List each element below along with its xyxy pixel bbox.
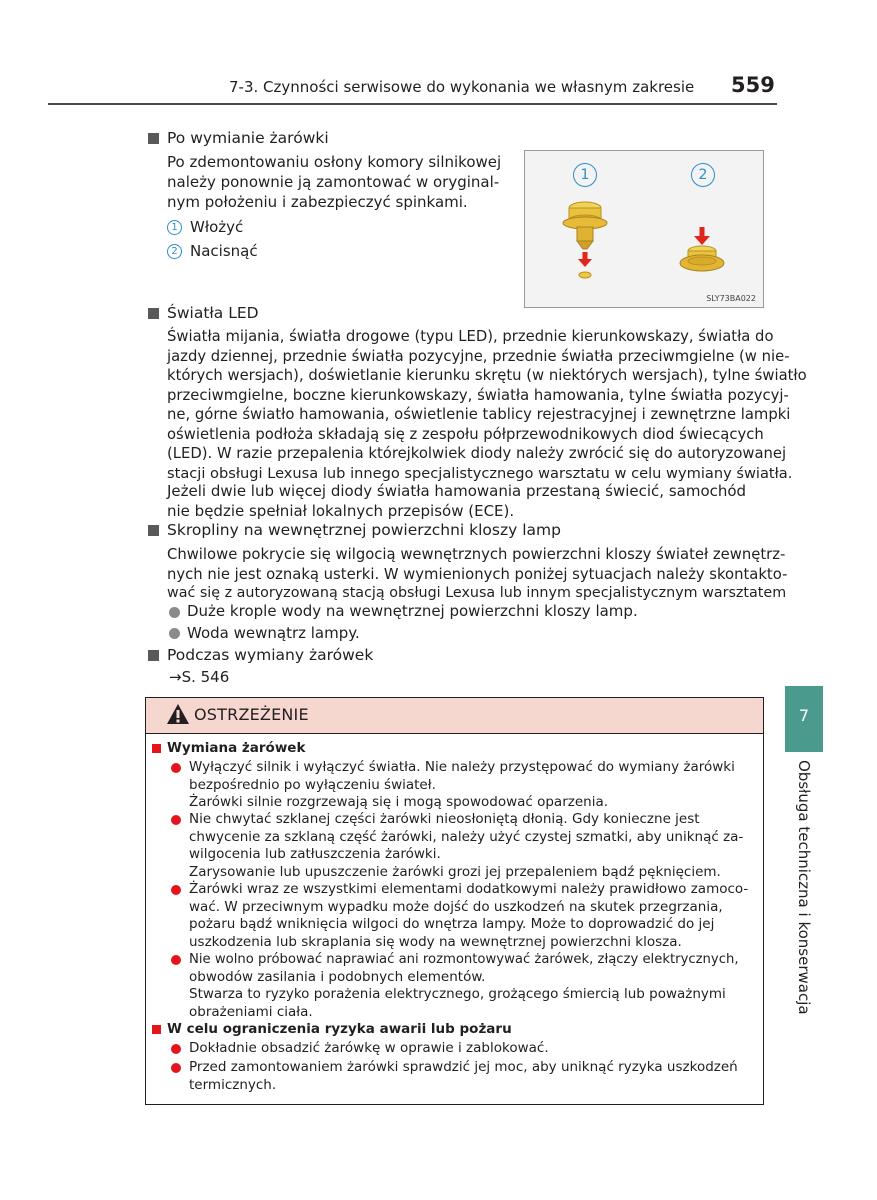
step-list (167, 215, 258, 263)
paragraph-after-bulb: Po zdemontowaniu osłony komory silnikowej należy ponownie ją zamontować w oryginal- nym położeniu i zabezpieczyć spinkami. (167, 153, 502, 211)
chapter-tab-number: 7 (798, 706, 810, 725)
warning-item-3: Żarówki wraz ze wszystkimi elementami dodatkowymi należy prawidłowo zamoco- wać. W przeciwnym wypadku może dojść do uszkodzeń na skutek przegrzania, pożaru bądź wniknięcia wilgoci do wnętrza lampy. Może to doprowadzić do jej uszkodzenia lub skraplania się wody na wewnętrznej powierzchni klosza. (189, 881, 749, 950)
red-bullet (171, 1063, 181, 1073)
warning-item-2: Nie chwytać szklanej części żarówki nieosłoniętą dłonią. Gdy konieczne jest chwycenie za szklaną część żarówki, należy użyć czystej szmatki, aby uniknąć za- wilgocenia lub zatłuszczenia żarówki. Zarysowanie lub upuszczenie żarówki grozi jej przepaleniem bądź pęknięciem. (189, 811, 744, 880)
clip-press-icon (680, 227, 724, 271)
red-bullet (171, 1044, 181, 1054)
red-square-bullet (152, 744, 161, 753)
circled-number-1: 1 (167, 220, 182, 235)
page-reference[interactable]: →S. 546 (169, 668, 230, 686)
paragraph-condensation: Chwilowe pokrycie się wilgocią wewnętrznych powierzchni kloszy świateł zewnętrz- nych nie jest oznaką usterki. W wymienionych poniżej sytuacjach należy skontakto- wać się z autoryzowaną stacją obsługi Lexusa lub innym specjalistycznym warsztatem (167, 546, 788, 601)
figure-number-2: 2 (691, 163, 715, 187)
chapter-tab[interactable] (785, 686, 823, 752)
clip-illustration (524, 150, 764, 308)
gray-bullet (169, 628, 180, 639)
red-bullet (171, 885, 181, 895)
red-square-bullet (152, 1025, 161, 1034)
clip-drawing (525, 151, 765, 309)
section-square-bullet (148, 525, 159, 536)
chapter-title: 7-3. Czynności serwisowe do wykonania we własnym zakresie (229, 78, 695, 96)
warning-heading-bulb-replacement: Wymiana żarówek (167, 740, 306, 756)
figure-code: SLY73BA022 (706, 294, 756, 303)
warning-header (146, 698, 763, 734)
circled-number-2: 2 (167, 244, 182, 259)
section-square-bullet (148, 308, 159, 319)
section-square-bullet (148, 133, 159, 144)
warning-item-1: Wyłączyć silnik i wyłączyć światła. Nie należy przystępować do wymiany żarówki bezpośrednio po wyłączeniu świateł. Żarówki silnie rozgrzewają się i mogą spowodować oparzenia. (189, 759, 735, 810)
warning-triangle-icon (166, 703, 190, 725)
paragraph-led-brake: Jeżeli dwie lub więcej diody światła hamowania przestaną świecić, samochód nie będzie spełniał lokalnych przepisów (ECE). (167, 482, 747, 520)
section-heading-led: Światła LED (167, 304, 259, 322)
red-bullet (171, 815, 181, 825)
section-heading-after-bulb: Po wymianie żarówki (167, 129, 329, 147)
warning-item-4: Nie wolno próbować naprawiać ani rozmontowywać żarówek, złączy elektrycznych, obwodów zasilania i podobnych elementów. Stwarza to ryzyko porażenia elektrycznego, grożącego śmiercią lub poważnymi obrażeniami ciała. (189, 952, 739, 1020)
warning-item-5: Dokładnie obsadzić żarówkę w oprawie i zablokować. (189, 1040, 549, 1056)
figure-number-1: 1 (573, 163, 597, 187)
header-rule (48, 103, 777, 105)
gray-bullet (169, 607, 180, 618)
paragraph-led: Światła mijania, światła drogowe (typu LED), przednie kierunkowskazy, światła do jazdy dziennej, przednie światła pozycyjne, przednie światła przeciwmgielne (w nie- których wersjach), doświetlanie kierunku skrętu (w niektórych wersjach), tylne światło przeciwmgielne, boczne kierunkowskazy, światła hamowania, tylne światła pozycyj- ne, górne światło hamowania, oświetlenie tablicy rejestracyjnej i zewnętrzne lampki oświetlenia podłoża składają się z zespołu półprzewodnikowych diod świecących (LED). W razie przepalenia którejkolwiek diody należy zwrócić się do autoryzowanej stacji obsługi Lexusa lub innego specjalistycznego warsztatu w celu wymiany światła. (167, 328, 807, 482)
warning-heading-fire-risk: W celu ograniczenia ryzyka awarii lub pożaru (167, 1021, 512, 1037)
section-heading-condensation: Skropliny na wewnętrznej powierzchni kloszy lamp (167, 521, 561, 539)
step-2: 2 Nacisnąć (167, 239, 258, 263)
clip-insert-icon (563, 202, 607, 278)
warning-item-6: Przed zamontowaniem żarówki sprawdzić jej moc, aby uniknąć ryzyka uszkodzeń termicznych. (189, 1059, 738, 1093)
condensation-bullet-2: Woda wewnątrz lampy. (187, 624, 360, 642)
section-square-bullet (148, 650, 159, 661)
warning-title: OSTRZEŻENIE (194, 705, 309, 724)
step-1: 1 Włożyć (167, 215, 258, 239)
chapter-side-label: Obsługa techniczna i konserwacja (795, 760, 813, 1015)
page-number: 559 (731, 73, 775, 97)
section-heading-replace: Podczas wymiany żarówek (167, 646, 374, 664)
condensation-bullet-1: Duże krople wody na wewnętrznej powierzchni kloszy lamp. (187, 602, 638, 620)
red-bullet (171, 955, 181, 965)
red-bullet (171, 763, 181, 773)
